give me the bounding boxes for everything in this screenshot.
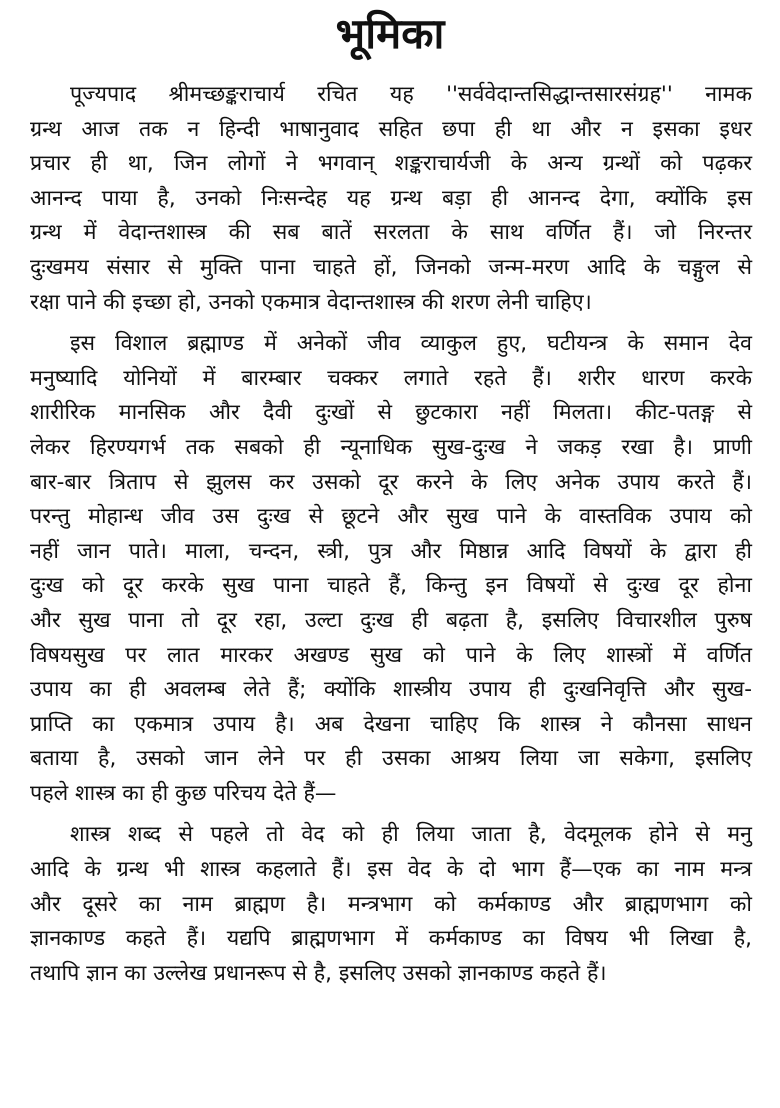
- paragraph-line: और दूसरे का नाम ब्राह्मण है। मन्त्रभाग को कर्मकाण्ड और ब्राह्मणभाग को: [30, 891, 752, 917]
- paragraph-line: दुःख को दूर करके सुख पाना चाहते हैं, किन्तु इन विषयों से दुःख दूर होना: [30, 573, 752, 599]
- paragraph-line: और सुख पाना तो दूर रहा, उल्टा दुःख ही बढ़ता है, इसलिए विचारशील पुरुष: [30, 607, 752, 633]
- paragraph-line: प्राप्ति का एकमात्र उपाय है। अब देखना चाहिए कि शास्त्र ने कौनसा साधन: [30, 711, 752, 737]
- paragraph-line: पूज्यपाद श्रीमच्छङ्कराचार्य रचित यह ''सर्ववेदान्तसिद्धान्तसारसंग्रह'' नामक: [70, 82, 752, 107]
- paragraph-line: विषयसुख पर लात मारकर अखण्ड सुख को पाने के लिए शास्त्रों में वर्णित: [30, 642, 752, 668]
- paragraph-line: शास्त्र शब्द से पहले तो वेद को ही लिया जाता है, वेदमूलक होने से मनु: [70, 822, 752, 848]
- paragraph-line: ज्ञानकाण्ड कहते हैं। यद्यपि ब्राह्मणभाग में कर्मकाण्ड का विषय भी लिखा है,: [30, 926, 752, 952]
- paragraph-line: मनुष्यादि योनियों में बारम्बार चक्कर लगाते रहते हैं। शरीर धारण करके: [30, 365, 752, 391]
- paragraph-2: [30, 327, 752, 811]
- paragraph-1: [30, 78, 752, 320]
- paragraph-line: दुःखमय संसार से मुक्ति पाना चाहते हों, जिनको जन्म-मरण आदि के चङ्गुल से: [30, 254, 752, 280]
- body-text: [30, 78, 752, 998]
- page-title: भूमिका: [335, 9, 445, 58]
- paragraph-line: प्रचार ही था, जिन लोगों ने भगवान् शङ्कराचार्यजी के अन्य ग्रन्थों को पढ़कर: [30, 151, 752, 177]
- paragraph-line: इस विशाल ब्रह्माण्ड में अनेकों जीव व्याकुल हुए, घटीयन्त्र के समान देव: [70, 331, 752, 357]
- paragraph-line: लेकर हिरण्यगर्भ तक सबको ही न्यूनाधिक सुख-दुःख ने जकड़ रखा है। प्राणी: [30, 434, 752, 460]
- paragraph-line: शारीरिक मानसिक और दैवी दुःखों से छुटकारा नहीं मिलता। कीट-पतङ्ग से: [30, 400, 752, 426]
- paragraph-line: आनन्द पाया है, उनको निःसन्देह यह ग्रन्थ बड़ा ही आनन्द देगा, क्योंकि इस: [30, 185, 752, 211]
- paragraph-3: [30, 818, 752, 991]
- paragraph-line: पहले शास्त्र का ही कुछ परिचय देते हैं—: [30, 780, 337, 806]
- paragraph-line: नहीं जान पाते। माला, चन्दन, स्त्री, पुत्र और मिष्ठान्न आदि विषयों के द्वारा ही: [30, 538, 752, 564]
- paragraph-line: रक्षा पाने की इच्छा हो, उनको एकमात्र वेदान्तशास्त्र की शरण लेनी चाहिए।: [30, 289, 592, 315]
- paragraph-line: बार-बार त्रिताप से झुलस कर उसको दूर करने के लिए अनेक उपाय करते हैं।: [30, 469, 752, 495]
- paragraph-line: बताया है, उसको जान लेने पर ही उसका आश्रय लिया जा सकेगा, इसलिए: [30, 746, 752, 772]
- paragraph-line: ग्रन्थ आज तक न हिन्दी भाषानुवाद सहित छपा ही था और न इसका इधर: [30, 116, 752, 142]
- paragraph-line: उपाय का ही अवलम्ब लेते हैं; क्योंकि शास्त्रीय उपाय ही दुःखनिवृत्ति और सुख-: [30, 677, 752, 703]
- paragraph-line: परन्तु मोहान्ध जीव उस दुःख से छूटने और सुख पाने के वास्तविक उपाय को: [30, 504, 752, 530]
- paragraph-line: ग्रन्थ में वेदान्तशास्त्र की सब बातें सरलता के साथ वर्णित हैं। जो निरन्तर: [30, 220, 752, 246]
- paragraph-line: तथापि ज्ञान का उल्लेख प्रधानरूप से है, इसलिए उसको ज्ञानकाण्ड कहते हैं।: [30, 960, 607, 986]
- paragraph-line: आदि के ग्रन्थ भी शास्त्र कहलाते हैं। इस वेद के दो भाग हैं—एक का नाम मन्त्र: [30, 857, 752, 883]
